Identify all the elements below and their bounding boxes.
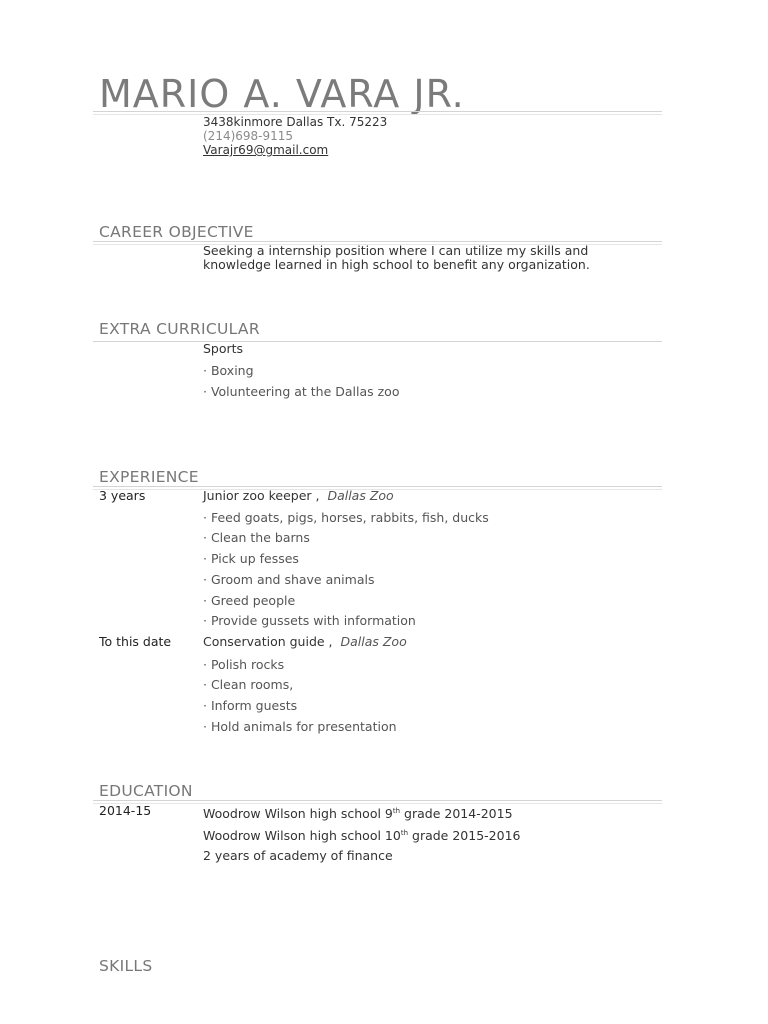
candidate-name: MARIO A. VARA JR. [99, 72, 465, 116]
experience-divider [93, 486, 662, 487]
header-divider [93, 111, 662, 112]
extracurricular-heading: Sports [203, 341, 244, 356]
section-title-experience: EXPERIENCE [99, 468, 199, 486]
job-period: 3 years [99, 488, 146, 503]
job-duty: · Clean the barns [203, 531, 310, 545]
education-entry [203, 849, 393, 863]
contact-address: 3438kinmore Dallas Tx. 75223 [203, 115, 388, 129]
job-duty: · Groom and shave animals [203, 573, 374, 587]
section-title-extra-curricular: EXTRA CURRICULAR [99, 320, 260, 338]
job-duty: · Hold animals for presentation [203, 720, 397, 734]
job-employer: Dallas Zoo [327, 488, 394, 503]
job-period: To this date [99, 634, 172, 649]
job-duty: · Pick up fesses [203, 552, 299, 566]
job-duty: · Provide gussets with information [203, 614, 416, 628]
objective-divider [93, 241, 662, 242]
section-title-education: EDUCATION [99, 782, 193, 800]
extracurricular-item: · Volunteering at the Dallas zoo [203, 385, 399, 399]
education-entry [203, 804, 513, 821]
section-title-career-objective: CAREER OBJECTIVE [99, 223, 254, 241]
objective-text-line-1: Seeking a internship position where I can utilize my skills and [203, 243, 589, 258]
job-duty: · Inform guests [203, 699, 297, 713]
section-title-skills: SKILLS [99, 957, 153, 975]
job-title-line [203, 635, 407, 649]
job-title-line [203, 489, 394, 503]
education-entry [203, 826, 520, 843]
job-duty: · Polish rocks [203, 658, 284, 672]
education-entry-text: 2 years of academy of finance [203, 848, 393, 863]
education-entry-ordinal: th [392, 807, 401, 815]
education-divider [93, 800, 662, 801]
contact-phone[interactable]: (214)698-9115 [203, 129, 294, 143]
job-duty: · Clean rooms, [203, 678, 293, 692]
education-entry-ordinal: th [400, 829, 409, 837]
education-entry-text: Woodrow Wilson high school 9 [203, 806, 393, 821]
extracurricular-divider [93, 341, 662, 342]
job-duty: · Greed people [203, 594, 295, 608]
education-period: 2014-15 [99, 803, 152, 818]
job-role: Junior zoo keeper , [203, 488, 320, 503]
education-entry-text: grade 2015-2016 [408, 828, 521, 843]
job-role: Conservation guide , [203, 634, 333, 649]
objective-text-line-2: knowledge learned in high school to benefit any organization. [203, 257, 590, 272]
education-entry-text: grade 2014-2015 [400, 806, 513, 821]
job-duty: · Feed goats, pigs, horses, rabbits, fish, ducks [203, 511, 489, 525]
job-employer: Dallas Zoo [340, 634, 407, 649]
contact-email-link[interactable]: Varajr69@gmail.com [203, 143, 329, 157]
extracurricular-item: · Boxing [203, 364, 254, 378]
education-entry-text: Woodrow Wilson high school 10 [203, 828, 401, 843]
